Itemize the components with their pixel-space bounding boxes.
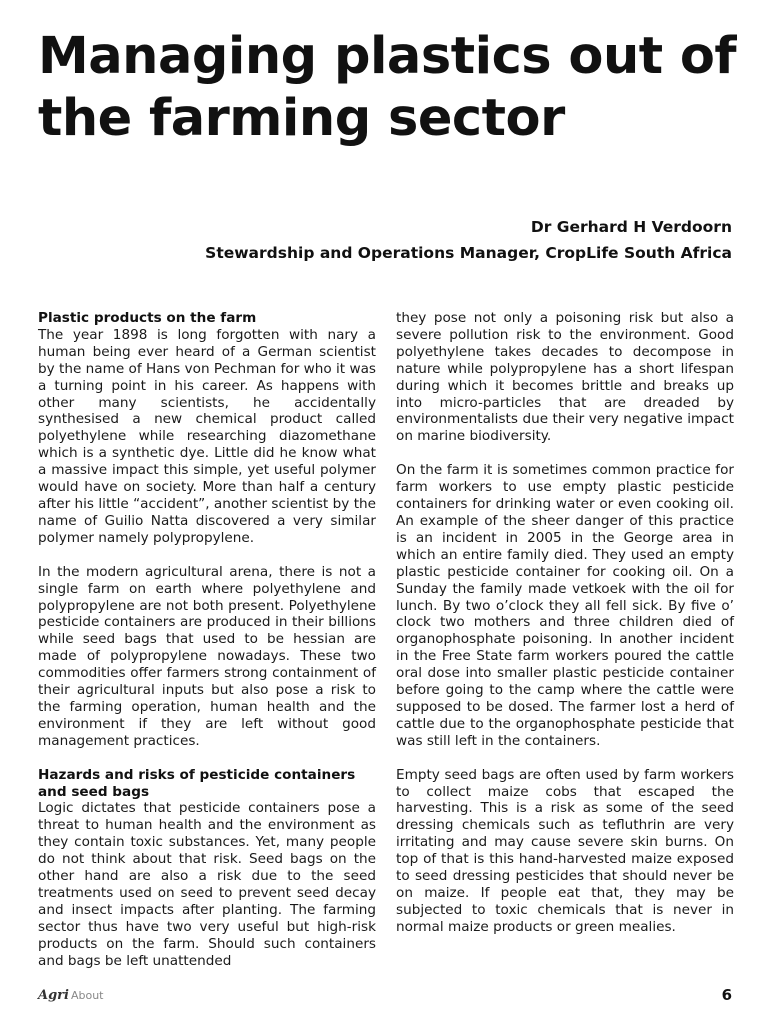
paragraph: On the farm it is sometimes common practice for farm workers to use empty plastic pesticide containers for drinking water or even cooking oil. An example of the sheer danger of this practice is an incident in 2005 in the George area in which an entire family died. They used an empty plastic pesticide container for cooking oil. On a Sunday the family made vetkoek with the oil for lunch. By two o’clock they all fell sick. By five o’ clock two mothers and three children died of organophosphate poisoning. In another incident in the Free State farm workers poured the cattle oral dose into smaller plastic pesticide container before going to the camp where the cattle were supposed to be dosed. The farmer lost a herd of cattle due to the organophosphate pesticide that was still left in the containers.	[396, 462, 734, 749]
paragraph: Empty seed bags are often used by farm workers to collect maize cobs that escaped the harvesting. This is a risk as some of the seed dressing chemicals such as tefluthrin are very irritating and may cause severe skin burns. On top of that is this hand-harvested maize exposed to seed dressing pesticides that should never be on maize. If people eat that, they may be subjected to toxic chemicals that is never in normal maize products or green mealies.	[396, 766, 734, 935]
section-heading-hazards: Hazards and risks of pesticide containers and seed bags	[38, 766, 356, 800]
page-footer	[38, 986, 732, 1006]
section-heading-plastic-products: Plastic products on the farm	[38, 310, 257, 326]
left-column	[38, 310, 376, 970]
brand-light: About	[70, 989, 104, 1002]
byline	[132, 214, 732, 266]
paragraph: they pose not only a poisoning risk but also a severe pollution risk to the environment. Good polyethylene takes decades to decompose in nature while polypropylene has a short lifespan during which it becomes brittle and breaks up into micro-particles that are dreaded by environmentalists due their very negative impact on marine biodiversity.	[396, 310, 734, 445]
author-role: Stewardship and Operations Manager, CropLife South Africa	[205, 244, 732, 262]
article-title: Managing plastics out of the farming sector	[38, 27, 737, 148]
brand-bold: Agri	[38, 988, 69, 1003]
author-name: Dr Gerhard H Verdoorn	[530, 218, 732, 236]
paragraph: Logic dictates that pesticide containers pose a threat to human health and the environment as they contain toxic substances. Yet, many people do not think about that risk. Seed bags on the other hand are also a risk due to the seed treatments used on seed to prevent seed decay and insect impacts after planting. The farming sector thus have two very useful but high-risk products on the farm. Should such containers and bags be left unattended	[38, 800, 376, 969]
page-number: 6	[721, 986, 732, 1004]
paragraph: In the modern agricultural arena, there is not a single farm on earth where polyethylene and polypropylene are not both present. Polyethylene pesticide containers are produced in their billions while seed bags that used to be hessian are made of polypropylene nowadays. These two commodities offer farmers strong containment of their agricultural inputs but also pose a risk to the farming operation, human health and the environment if they are left without good management practices.	[38, 563, 376, 749]
paragraph: The year 1898 is long forgotten with nary a human being ever heard of a German scientist by the name of Hans von Pechman for who it was a turning point in his career. As happens with other many scientists, he accidentally synthesised a new chemical product called polyethylene while researching diazomethane which is a synthetic dye. Little did he know what a massive impact this simple, yet useful polymer would have on society. More than half a century after his little “accident”, another scientist by the name of Guilio Natta discovered a very similar polymer namely polypropylene.	[38, 326, 376, 546]
agriabout-logo	[38, 988, 104, 1003]
right-column	[396, 310, 734, 936]
